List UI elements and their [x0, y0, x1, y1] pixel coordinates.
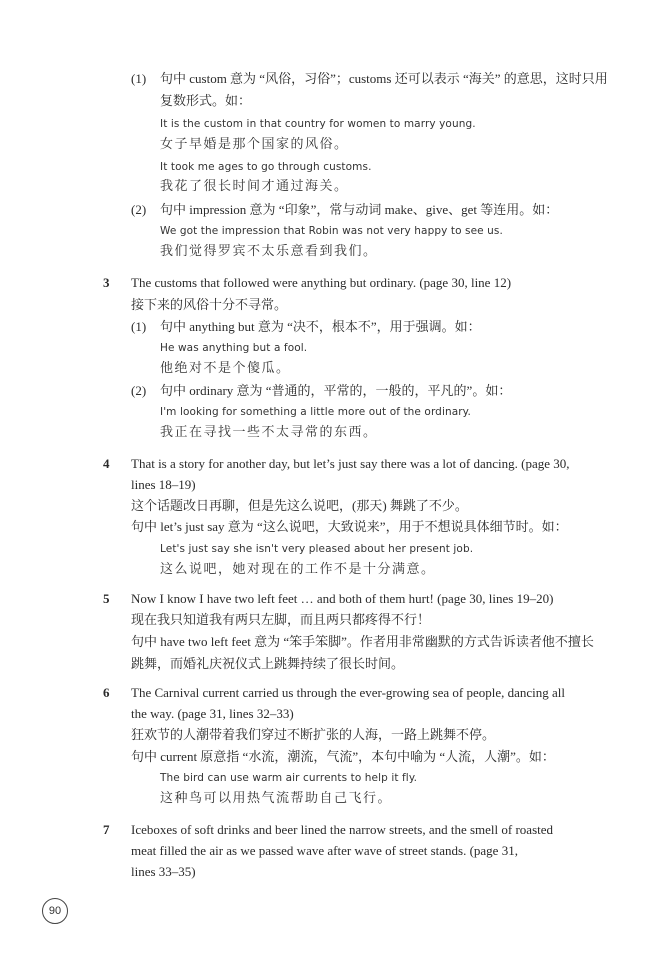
note-line: 句中 ordinary 意为 “普通的，平常的，一般的，平凡的”。如：: [160, 383, 512, 398]
sub-marker: (1): [131, 71, 147, 86]
example-zh: 这么说吧，她对现在的工作不是十分满意。: [160, 562, 436, 577]
example-zh: 我们觉得罗宾不太乐意看到我们。: [160, 244, 378, 259]
example-en: It took me ages to go through customs.: [160, 161, 372, 173]
sub-marker: (1): [131, 319, 147, 334]
note-line: 句中 current 原意指 “水流，潮流，气流”，本句中喻为 “人流，人潮”。如：: [131, 749, 555, 764]
item-sentence-en: That is a story for another day, but let’s just say there was a lot of dancing. (page 30,: [131, 456, 570, 471]
item-number: 6: [103, 685, 110, 700]
item-sentence-en: the way. (page 31, lines 32–33): [131, 706, 294, 721]
sub-marker: (2): [131, 202, 147, 217]
note-line: 句中 have two left feet 意为 “笨手笨脚”。作者用非常幽默的方式告诉读者他不擅长: [131, 634, 594, 649]
item-sentence-en: The customs that followed were anything but ordinary. (page 30, line 12): [131, 275, 512, 290]
item-number: 5: [103, 591, 110, 606]
example-en: Let's just say she isn't very pleased about her present job.: [160, 543, 474, 555]
example-zh: 我正在寻找一些不太寻常的东西。: [160, 425, 378, 440]
item-number: 3: [103, 275, 110, 290]
example-zh: 这种鸟可以用热气流帮助自己飞行。: [160, 791, 393, 806]
note-line: 复数形式。如：: [160, 93, 252, 108]
example-en: He was anything but a fool.: [160, 342, 308, 354]
item-sentence-en: Now I know I have two left feet … and both of them hurt! (page 30, lines 19–20): [131, 591, 554, 606]
note-line: 句中 let’s just say 意为 “这么说吧，大致说来”，用于不想说具体细节时。如：: [131, 519, 568, 534]
item-sentence-en: lines 18–19): [131, 477, 196, 492]
item-sentence-en: meat filled the air as we passed wave after wave of street stands. (page 31,: [131, 843, 518, 858]
item-sentence-en: The Carnival current carried us through the ever-growing sea of people, dancing all: [131, 685, 565, 700]
item-sentence-zh: 这个话题改日再聊，但是先这么说吧，(那天) 舞跳了不少。: [131, 498, 468, 513]
example-en: The bird can use warm air currents to help it fly.: [160, 772, 418, 784]
example-en: It is the custom in that country for women to marry young.: [160, 118, 476, 130]
item-sentence-zh: 现在我只知道我有两只左脚，而且两只都疼得不行！: [131, 612, 431, 627]
example-zh: 我花了很长时间才通过海关。: [160, 179, 349, 194]
note-line: 句中 anything but 意为 “决不，根本不”，用于强调。如：: [160, 319, 481, 334]
item-number: 4: [103, 456, 110, 471]
item-sentence-en: lines 33–35): [131, 864, 196, 879]
example-en: We got the impression that Robin was not very happy to see us.: [160, 225, 503, 237]
item-sentence-zh: 狂欢节的人潮带着我们穿过不断扩张的人海，一路上跳舞不停。: [131, 727, 496, 742]
page-number-badge: 90: [42, 898, 68, 924]
example-en: I'm looking for something a little more out of the ordinary.: [160, 406, 471, 418]
sub-marker: (2): [131, 383, 147, 398]
note-line: 句中 impression 意为 “印象”，常与动词 make、give、get 等连用。如：: [160, 202, 559, 217]
note-line: 句中 custom 意为 “风俗，习俗”；customs 还可以表示 “海关” 的意思，这时只用: [160, 71, 608, 86]
item-sentence-zh: 接下来的风俗十分不寻常。: [131, 297, 288, 312]
item-number: 7: [103, 822, 110, 837]
example-zh: 他绝对不是个傻瓜。: [160, 361, 291, 376]
item-sentence-en: Iceboxes of soft drinks and beer lined the narrow streets, and the smell of roasted: [131, 822, 554, 837]
note-line: 跳舞，而婚礼庆祝仪式上跳舞持续了很长时间。: [131, 656, 405, 671]
example-zh: 女子早婚是那个国家的风俗。: [160, 137, 349, 152]
